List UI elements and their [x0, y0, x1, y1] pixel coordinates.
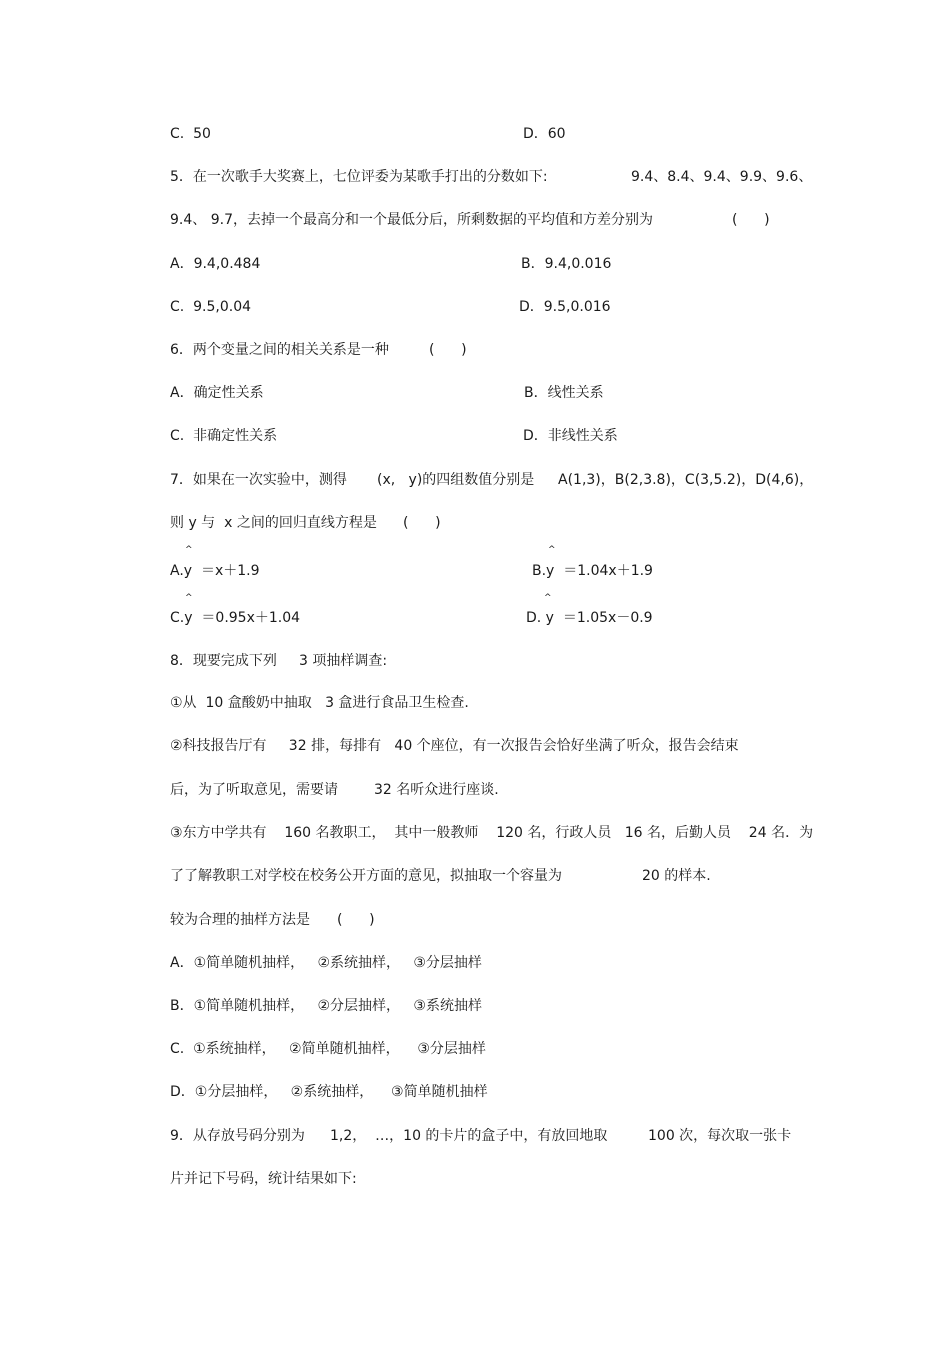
q7-stem-line2: 则 y 与 x 之间的回归直线方程是: [170, 515, 377, 531]
q8-stem-a: 8．现要完成下列: [170, 653, 277, 669]
q8-option-c: C. ①系统抽样， ②简单随机抽样， ③分层抽样: [170, 1041, 486, 1057]
q7-option-d-hat: ^: [544, 593, 552, 603]
q8-question: 较为合理的抽样方法是: [170, 912, 310, 928]
q4-option-d: D．60: [523, 126, 566, 142]
q7-option-b: B.y ＝1.04x＋1.9: [532, 563, 653, 579]
q4-option-c: C. 50: [170, 126, 211, 142]
q8-option-a: A．①简单随机抽样， ②系统抽样， ③分层抽样: [170, 955, 482, 971]
q8-item-1: ①从 10 盒酸奶中抽取 3 盒进行食品卫生检查.: [170, 695, 469, 711]
q5-option-c: C. 9.5,0.04: [170, 299, 252, 315]
q8-item-2-line2-b: 32 名听众进行座谈.: [374, 782, 499, 798]
q8-stem-b: 3 项抽样调查:: [299, 653, 388, 669]
q5-option-b: B．9.4,0.016: [521, 256, 612, 272]
q8-item-2-line1: ②科技报告厅有 32 排，每排有 40 个座位，有一次报告会恰好坐满了听众，报告会结束: [170, 738, 739, 754]
q6-answer-paren: ( ): [429, 342, 467, 358]
q8-item-3-line1: ③东方中学共有 160 名教职工， 其中一般教师 120 名，行政人员 16 名，后勤人员 24 名．为: [170, 825, 814, 841]
q7-option-d: D. y ＝1.05x－0.9: [526, 610, 653, 626]
q7-option-c-hat: ^: [185, 593, 193, 603]
q9-stem-line1-c: 100 次，每次取一张卡: [648, 1128, 792, 1144]
q5-option-d: D．9.5,0.016: [519, 299, 611, 315]
q7-answer-paren: ( ): [403, 515, 441, 531]
q6-option-d: D．非线性关系: [523, 428, 618, 444]
q5-score-values: 9.4、8.4、9.4、9.9、9.6、: [631, 169, 813, 185]
q9-stem-line2: 片并记下号码，统计结果如下:: [170, 1171, 357, 1187]
q6-option-b: B．线性关系: [524, 385, 604, 401]
q7-stem-line1-b: (x, y)的四组数值分别是: [377, 472, 535, 488]
q7-option-b-hat: ^: [548, 545, 556, 555]
q7-stem-line1-a: 7．如果在一次实验中，测得: [170, 472, 347, 488]
q5-stem-line2: 9.4、 9.7，去掉一个最高分和一个最低分后，所剩数据的平均值和方差分别为: [170, 212, 653, 228]
q9-stem-line1-b: 1,2， …，10 的卡片的盒子中，有放回地取: [330, 1128, 608, 1144]
q8-item-3-line2-a: 了了解教职工对学校在校务公开方面的意见，拟抽取一个容量为: [170, 868, 562, 884]
q8-item-2-line2-a: 后，为了听取意见，需要请: [170, 782, 338, 798]
q6-option-a: A．确定性关系: [170, 385, 264, 401]
q8-item-3-line2-b: 20 的样本.: [642, 868, 711, 884]
q7-option-a: A.y ＝x＋1.9: [170, 563, 260, 579]
q8-answer-paren: ( ): [337, 912, 375, 928]
q7-option-a-hat: ^: [185, 545, 193, 555]
q6-stem: 6．两个变量之间的相关关系是一种: [170, 342, 389, 358]
q8-option-d: D．①分层抽样， ②系统抽样， ③简单随机抽样: [170, 1084, 488, 1100]
q7-option-c: C.y ＝0.95x＋1.04: [170, 610, 301, 626]
q5-stem-line1: 5．在一次歌手大奖赛上，七位评委为某歌手打出的分数如下:: [170, 169, 548, 185]
q5-option-a: A．9.4,0.484: [170, 256, 261, 272]
q7-data-points: A(1,3)，B(2,3.8)，C(3,5.2)，D(4,6)，: [558, 472, 814, 488]
q9-stem-line1-a: 9．从存放号码分别为: [170, 1128, 305, 1144]
q5-answer-paren: ( ): [732, 212, 770, 228]
q6-option-c: C. 非确定性关系: [170, 428, 278, 444]
q8-option-b: B．①简单随机抽样， ②分层抽样， ③系统抽样: [170, 998, 482, 1014]
